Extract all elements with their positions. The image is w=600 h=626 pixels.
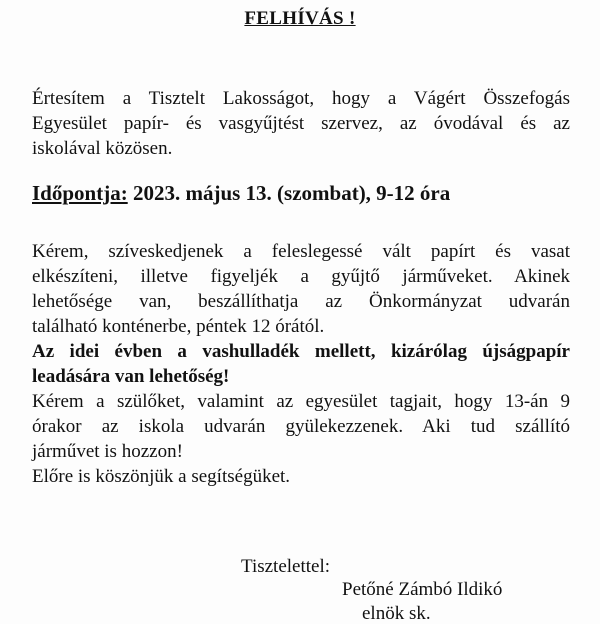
body-line: elkészíteni, illetve figyeljék a gyűjtő járműveket. Akinek <box>32 266 570 287</box>
body-line: Kérem, szíveskedjenek a feleslegessé vált papírt és vasat <box>32 241 570 262</box>
intro-line: Értesítem a Tisztelt Lakosságot, hogy a Vágért Összefogás <box>32 88 570 109</box>
signer-name: Petőné Zámbó Ildikó <box>342 579 503 600</box>
body-line-emphasis: leadására van lehetőség! <box>32 366 230 387</box>
closing-greeting: Tisztelettel: <box>241 556 331 577</box>
body-line: található konténerbe, péntek 12 órától. <box>32 316 325 337</box>
body-line-emphasis: Az idei évben a vashulladék mellett, kizárólag újságpapír <box>32 341 570 362</box>
body-line: Kérem a szülőket, valamint az egyesület tagjait, hogy 13-án 9 <box>32 391 570 412</box>
body-line: járművet is hozzon! <box>32 441 183 462</box>
intro-line: iskolával közösen. <box>32 138 173 159</box>
intro-paragraph <box>32 86 570 161</box>
signer-role: elnök sk. <box>362 603 431 624</box>
body-line: lehetősége van, beszállíthatja az Önkormányzat udvarán <box>32 291 570 312</box>
event-time-label: Időpontja: <box>32 181 128 205</box>
notice-title: FELHÍVÁS ! <box>244 8 356 29</box>
event-time-value: 2023. május 13. (szombat), 9-12 óra <box>127 181 451 205</box>
body-paragraph <box>32 239 570 489</box>
body-line: órakor az iskola udvarán gyülekezzenek. Aki tud szállító <box>32 416 570 437</box>
body-line: Előre is köszönjük a segítségüket. <box>32 466 291 487</box>
intro-line: Egyesület papír- és vasgyűjtést szervez, az óvodával és az <box>32 113 570 134</box>
event-time <box>32 181 450 206</box>
